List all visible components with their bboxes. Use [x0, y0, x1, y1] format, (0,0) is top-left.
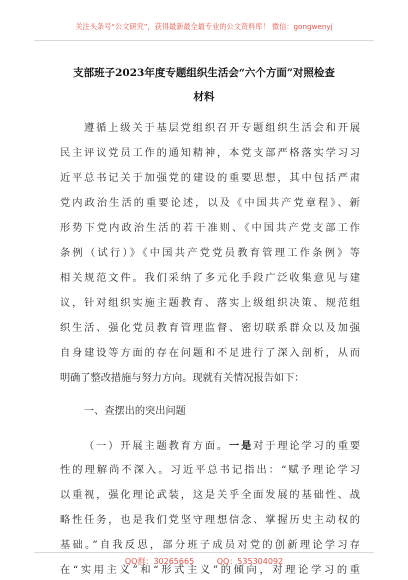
subsection-line: 略性任务，也是我们党坚守理想信念、掌握历史主动权的: [60, 515, 360, 526]
subsection-line: 基础。”自我反思，部分班子成员对党的创新理论学习存: [60, 540, 360, 551]
subsection-line: 以重视，强化理论武装，这是关乎全面发展的基础性、战: [60, 490, 360, 501]
header-banner: 关注头条号“公文研究”，获得最新最全最专业的公文资料库！ 微信：gongwenyj: [75, 22, 333, 31]
subsection-line: 在“实用主义”和“形式主义”的倾向，对理论学习的重: [60, 565, 360, 576]
intro-line: 相关规范文件。我们采纳了多元化手段广泛收集意见与建: [60, 273, 360, 284]
intro-line: 民主评议党员工作的通知精神，本党支部严格落实学习习: [60, 148, 360, 159]
intro-line: 党内政治生活的重要论述，以及《中国共产党章程》、新: [60, 198, 360, 209]
section-heading: 一、查摆出的突出问题: [84, 406, 186, 417]
intro-line: 形势下党内政治生活的若干准则、《中国共产党支部工作: [60, 223, 360, 234]
intro-line: 近平总书记关于加强党的建设的重要思想，其中包括严肃: [60, 173, 360, 184]
intro-line: 条例（试行）》《中国共产党党员教育管理工作条例》等: [60, 248, 360, 259]
intro-line: 织生活、强化党员教育管理监督、密切联系群众以及加强: [60, 323, 360, 334]
intro-line: 议，针对组织实施主题教育、落实上级组织决策、规范组: [60, 298, 360, 309]
subsection-text: 对于理论学习的重要: [253, 441, 361, 452]
subsection-emphasis: 一是: [229, 440, 254, 452]
subsection-line: 性的理解尚不深入。习近平总书记指出：“赋予理论学习: [60, 465, 360, 476]
footer-qq-group: QQ群：30265665: [124, 557, 195, 566]
footer-contact: [0, 556, 408, 567]
subsection-title: （一）开展主题教育方面。: [84, 441, 229, 452]
footer-divider: [34, 552, 374, 553]
header-divider: [34, 40, 374, 41]
intro-line: 自身建设等方面的存在问题和不足进行了深入剖析，从而: [60, 348, 360, 359]
footer-qq: QQ：535304092: [216, 557, 284, 566]
document-title-line-1: 支部班子2023年度专题组织生活会“六个方面”对照检查: [73, 67, 335, 79]
intro-line: 明确了整改措施与努力方向。现就有关情况报告如下：: [60, 373, 305, 384]
document-title-line-2: 材料: [193, 91, 215, 103]
intro-line: 遵循上级关于基层党组织召开专题组织生活会和开展: [84, 123, 360, 134]
subsection-first-line: [84, 438, 360, 455]
